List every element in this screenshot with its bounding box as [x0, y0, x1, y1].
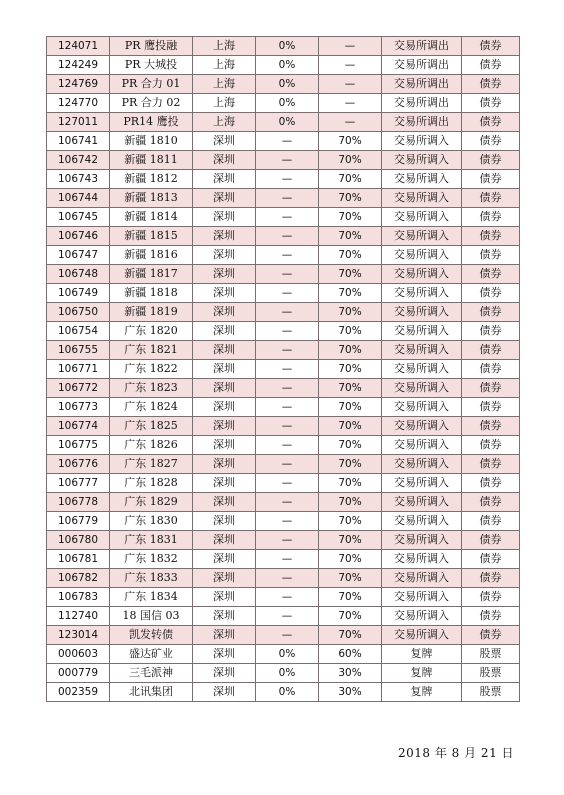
ratio-after-cell: 70%	[319, 493, 382, 512]
ratio-before-cell: —	[256, 189, 319, 208]
ratio-before-cell: —	[256, 436, 319, 455]
exchange-cell: 深圳	[193, 436, 256, 455]
name-cell: PR 合力 01	[110, 75, 193, 94]
code-cell: 106755	[47, 341, 110, 360]
ratio-after-cell: 70%	[319, 626, 382, 645]
exchange-cell: 深圳	[193, 417, 256, 436]
action-cell: 交易所调入	[382, 417, 462, 436]
ratio-after-cell: 70%	[319, 569, 382, 588]
type-cell: 股票	[462, 683, 520, 702]
action-cell: 交易所调出	[382, 37, 462, 56]
ratio-before-cell: —	[256, 227, 319, 246]
ratio-before-cell: 0%	[256, 75, 319, 94]
exchange-cell: 深圳	[193, 132, 256, 151]
name-cell: 广东 1829	[110, 493, 193, 512]
exchange-cell: 深圳	[193, 531, 256, 550]
ratio-before-cell: 0%	[256, 56, 319, 75]
ratio-after-cell: 30%	[319, 664, 382, 683]
table-row	[47, 474, 520, 493]
type-cell: 债券	[462, 303, 520, 322]
ratio-after-cell: 70%	[319, 132, 382, 151]
exchange-cell: 深圳	[193, 455, 256, 474]
name-cell: 广东 1831	[110, 531, 193, 550]
securities-table	[46, 36, 520, 702]
exchange-cell: 深圳	[193, 645, 256, 664]
table-row	[47, 493, 520, 512]
table-row	[47, 512, 520, 531]
code-cell: 106777	[47, 474, 110, 493]
ratio-after-cell: 70%	[319, 550, 382, 569]
type-cell: 债券	[462, 550, 520, 569]
ratio-after-cell: 70%	[319, 455, 382, 474]
ratio-before-cell: —	[256, 170, 319, 189]
action-cell: 交易所调入	[382, 493, 462, 512]
type-cell: 债券	[462, 227, 520, 246]
action-cell: 复牌	[382, 683, 462, 702]
ratio-before-cell: —	[256, 417, 319, 436]
ratio-before-cell: —	[256, 322, 319, 341]
action-cell: 交易所调入	[382, 189, 462, 208]
code-cell: 127011	[47, 113, 110, 132]
table-row	[47, 246, 520, 265]
code-cell: 106781	[47, 550, 110, 569]
type-cell: 债券	[462, 208, 520, 227]
code-cell: 106782	[47, 569, 110, 588]
type-cell: 债券	[462, 284, 520, 303]
exchange-cell: 上海	[193, 94, 256, 113]
exchange-cell: 深圳	[193, 683, 256, 702]
name-cell: 广东 1824	[110, 398, 193, 417]
ratio-before-cell: —	[256, 303, 319, 322]
type-cell: 债券	[462, 379, 520, 398]
table-row	[47, 94, 520, 113]
code-cell: 106778	[47, 493, 110, 512]
ratio-after-cell: 70%	[319, 151, 382, 170]
ratio-after-cell: —	[319, 113, 382, 132]
action-cell: 交易所调出	[382, 56, 462, 75]
action-cell: 复牌	[382, 645, 462, 664]
code-cell: 124249	[47, 56, 110, 75]
name-cell: 盛达矿业	[110, 645, 193, 664]
name-cell: 新疆 1819	[110, 303, 193, 322]
type-cell: 债券	[462, 474, 520, 493]
code-cell: 106743	[47, 170, 110, 189]
table-row	[47, 360, 520, 379]
action-cell: 交易所调入	[382, 569, 462, 588]
code-cell: 106741	[47, 132, 110, 151]
table-row	[47, 607, 520, 626]
exchange-cell: 深圳	[193, 607, 256, 626]
action-cell: 交易所调入	[382, 151, 462, 170]
exchange-cell: 深圳	[193, 227, 256, 246]
table-row	[47, 208, 520, 227]
code-cell: 000779	[47, 664, 110, 683]
action-cell: 交易所调入	[382, 455, 462, 474]
table-row	[47, 569, 520, 588]
ratio-after-cell: 70%	[319, 512, 382, 531]
name-cell: 广东 1822	[110, 360, 193, 379]
table-row	[47, 56, 520, 75]
table-row	[47, 455, 520, 474]
exchange-cell: 深圳	[193, 322, 256, 341]
type-cell: 债券	[462, 170, 520, 189]
exchange-cell: 深圳	[193, 474, 256, 493]
code-cell: 106775	[47, 436, 110, 455]
exchange-cell: 深圳	[193, 550, 256, 569]
type-cell: 债券	[462, 189, 520, 208]
name-cell: 广东 1832	[110, 550, 193, 569]
table-row	[47, 341, 520, 360]
ratio-before-cell: —	[256, 493, 319, 512]
name-cell: 广东 1827	[110, 455, 193, 474]
code-cell: 123014	[47, 626, 110, 645]
name-cell: 新疆 1815	[110, 227, 193, 246]
code-cell: 106771	[47, 360, 110, 379]
exchange-cell: 深圳	[193, 208, 256, 227]
code-cell: 124770	[47, 94, 110, 113]
name-cell: 广东 1830	[110, 512, 193, 531]
name-cell: 北讯集团	[110, 683, 193, 702]
type-cell: 债券	[462, 569, 520, 588]
action-cell: 交易所调出	[382, 94, 462, 113]
type-cell: 债券	[462, 151, 520, 170]
table-row	[47, 265, 520, 284]
ratio-before-cell: —	[256, 151, 319, 170]
ratio-after-cell: 70%	[319, 322, 382, 341]
table-row	[47, 170, 520, 189]
action-cell: 交易所调入	[382, 360, 462, 379]
table-row	[47, 189, 520, 208]
ratio-before-cell: —	[256, 208, 319, 227]
exchange-cell: 深圳	[193, 626, 256, 645]
ratio-after-cell: 70%	[319, 417, 382, 436]
document-date: 2018 年 8 月 21 日	[398, 746, 515, 760]
code-cell: 000603	[47, 645, 110, 664]
ratio-after-cell: 70%	[319, 284, 382, 303]
code-cell: 106744	[47, 189, 110, 208]
ratio-after-cell: 70%	[319, 265, 382, 284]
name-cell: PR 大城投	[110, 56, 193, 75]
ratio-before-cell: —	[256, 512, 319, 531]
ratio-before-cell: —	[256, 550, 319, 569]
action-cell: 交易所调入	[382, 512, 462, 531]
ratio-after-cell: —	[319, 56, 382, 75]
ratio-before-cell: —	[256, 607, 319, 626]
ratio-before-cell: —	[256, 341, 319, 360]
ratio-after-cell: 70%	[319, 379, 382, 398]
exchange-cell: 深圳	[193, 360, 256, 379]
action-cell: 交易所调出	[382, 75, 462, 94]
exchange-cell: 深圳	[193, 303, 256, 322]
action-cell: 交易所调入	[382, 379, 462, 398]
code-cell: 106779	[47, 512, 110, 531]
code-cell: 112740	[47, 607, 110, 626]
table-row	[47, 303, 520, 322]
name-cell: 三毛派神	[110, 664, 193, 683]
ratio-after-cell: 70%	[319, 531, 382, 550]
name-cell: 广东 1825	[110, 417, 193, 436]
exchange-cell: 深圳	[193, 493, 256, 512]
ratio-after-cell: 70%	[319, 303, 382, 322]
action-cell: 交易所调入	[382, 531, 462, 550]
type-cell: 债券	[462, 436, 520, 455]
action-cell: 交易所调出	[382, 113, 462, 132]
table-row	[47, 626, 520, 645]
exchange-cell: 深圳	[193, 379, 256, 398]
code-cell: 106750	[47, 303, 110, 322]
exchange-cell: 深圳	[193, 246, 256, 265]
name-cell: PR 鹰投融	[110, 37, 193, 56]
name-cell: 新疆 1813	[110, 189, 193, 208]
ratio-after-cell: 70%	[319, 189, 382, 208]
table-row	[47, 664, 520, 683]
name-cell: 新疆 1811	[110, 151, 193, 170]
ratio-before-cell: 0%	[256, 645, 319, 664]
table-row	[47, 683, 520, 702]
name-cell: 广东 1823	[110, 379, 193, 398]
action-cell: 交易所调入	[382, 436, 462, 455]
code-cell: 106783	[47, 588, 110, 607]
exchange-cell: 深圳	[193, 151, 256, 170]
exchange-cell: 上海	[193, 56, 256, 75]
ratio-after-cell: 60%	[319, 645, 382, 664]
exchange-cell: 深圳	[193, 588, 256, 607]
exchange-cell: 上海	[193, 37, 256, 56]
ratio-before-cell: 0%	[256, 37, 319, 56]
ratio-before-cell: 0%	[256, 683, 319, 702]
code-cell: 106746	[47, 227, 110, 246]
type-cell: 债券	[462, 322, 520, 341]
ratio-before-cell: —	[256, 360, 319, 379]
ratio-after-cell: 70%	[319, 474, 382, 493]
name-cell: 新疆 1816	[110, 246, 193, 265]
ratio-after-cell: 70%	[319, 227, 382, 246]
type-cell: 债券	[462, 455, 520, 474]
name-cell: 新疆 1817	[110, 265, 193, 284]
type-cell: 债券	[462, 56, 520, 75]
action-cell: 复牌	[382, 664, 462, 683]
ratio-before-cell: —	[256, 531, 319, 550]
exchange-cell: 深圳	[193, 284, 256, 303]
ratio-before-cell: 0%	[256, 664, 319, 683]
code-cell: 106772	[47, 379, 110, 398]
ratio-before-cell: —	[256, 569, 319, 588]
action-cell: 交易所调入	[382, 341, 462, 360]
exchange-cell: 深圳	[193, 170, 256, 189]
exchange-cell: 深圳	[193, 341, 256, 360]
type-cell: 债券	[462, 417, 520, 436]
name-cell: 广东 1826	[110, 436, 193, 455]
ratio-after-cell: 30%	[319, 683, 382, 702]
name-cell: 新疆 1810	[110, 132, 193, 151]
ratio-after-cell: —	[319, 75, 382, 94]
table-row	[47, 379, 520, 398]
type-cell: 债券	[462, 607, 520, 626]
table-row	[47, 398, 520, 417]
type-cell: 债券	[462, 588, 520, 607]
type-cell: 股票	[462, 664, 520, 683]
exchange-cell: 深圳	[193, 569, 256, 588]
code-cell: 124769	[47, 75, 110, 94]
ratio-before-cell: —	[256, 626, 319, 645]
table-row	[47, 550, 520, 569]
code-cell: 106742	[47, 151, 110, 170]
action-cell: 交易所调入	[382, 474, 462, 493]
table-row	[47, 322, 520, 341]
name-cell: 18 国信 03	[110, 607, 193, 626]
action-cell: 交易所调入	[382, 588, 462, 607]
ratio-before-cell: —	[256, 398, 319, 417]
name-cell: 广东 1820	[110, 322, 193, 341]
ratio-before-cell: 0%	[256, 113, 319, 132]
code-cell: 106749	[47, 284, 110, 303]
type-cell: 债券	[462, 37, 520, 56]
table-row	[47, 132, 520, 151]
exchange-cell: 深圳	[193, 512, 256, 531]
table-row	[47, 417, 520, 436]
action-cell: 交易所调入	[382, 265, 462, 284]
type-cell: 债券	[462, 493, 520, 512]
exchange-cell: 深圳	[193, 664, 256, 683]
action-cell: 交易所调入	[382, 208, 462, 227]
action-cell: 交易所调入	[382, 303, 462, 322]
type-cell: 债券	[462, 113, 520, 132]
table-body	[47, 37, 520, 702]
ratio-after-cell: —	[319, 37, 382, 56]
ratio-after-cell: 70%	[319, 360, 382, 379]
name-cell: PR 合力 02	[110, 94, 193, 113]
ratio-before-cell: 0%	[256, 94, 319, 113]
ratio-after-cell: 70%	[319, 436, 382, 455]
code-cell: 106780	[47, 531, 110, 550]
table-row	[47, 75, 520, 94]
table-row	[47, 588, 520, 607]
ratio-after-cell: 70%	[319, 588, 382, 607]
type-cell: 债券	[462, 531, 520, 550]
ratio-after-cell: —	[319, 94, 382, 113]
code-cell: 106748	[47, 265, 110, 284]
ratio-before-cell: —	[256, 132, 319, 151]
action-cell: 交易所调入	[382, 607, 462, 626]
name-cell: 新疆 1812	[110, 170, 193, 189]
ratio-before-cell: —	[256, 246, 319, 265]
code-cell: 106774	[47, 417, 110, 436]
ratio-after-cell: 70%	[319, 341, 382, 360]
type-cell: 债券	[462, 132, 520, 151]
type-cell: 债券	[462, 360, 520, 379]
table-row	[47, 151, 520, 170]
name-cell: 广东 1833	[110, 569, 193, 588]
action-cell: 交易所调入	[382, 246, 462, 265]
exchange-cell: 上海	[193, 113, 256, 132]
action-cell: 交易所调入	[382, 132, 462, 151]
ratio-after-cell: 70%	[319, 208, 382, 227]
ratio-before-cell: —	[256, 379, 319, 398]
table-row	[47, 113, 520, 132]
code-cell: 106773	[47, 398, 110, 417]
name-cell: 广东 1821	[110, 341, 193, 360]
name-cell: 广东 1828	[110, 474, 193, 493]
ratio-after-cell: 70%	[319, 170, 382, 189]
table-row	[47, 37, 520, 56]
table-row	[47, 531, 520, 550]
code-cell: 106745	[47, 208, 110, 227]
ratio-before-cell: —	[256, 455, 319, 474]
ratio-before-cell: —	[256, 284, 319, 303]
ratio-after-cell: 70%	[319, 607, 382, 626]
type-cell: 债券	[462, 626, 520, 645]
ratio-before-cell: —	[256, 265, 319, 284]
type-cell: 债券	[462, 512, 520, 531]
type-cell: 债券	[462, 75, 520, 94]
table-row	[47, 436, 520, 455]
action-cell: 交易所调入	[382, 322, 462, 341]
code-cell: 002359	[47, 683, 110, 702]
type-cell: 债券	[462, 265, 520, 284]
action-cell: 交易所调入	[382, 550, 462, 569]
action-cell: 交易所调入	[382, 626, 462, 645]
ratio-before-cell: —	[256, 588, 319, 607]
type-cell: 债券	[462, 398, 520, 417]
table-row	[47, 227, 520, 246]
name-cell: 凯发转债	[110, 626, 193, 645]
ratio-after-cell: 70%	[319, 246, 382, 265]
type-cell: 债券	[462, 94, 520, 113]
action-cell: 交易所调入	[382, 398, 462, 417]
type-cell: 股票	[462, 645, 520, 664]
action-cell: 交易所调入	[382, 227, 462, 246]
code-cell: 106754	[47, 322, 110, 341]
exchange-cell: 深圳	[193, 398, 256, 417]
exchange-cell: 深圳	[193, 265, 256, 284]
name-cell: 新疆 1818	[110, 284, 193, 303]
name-cell: 新疆 1814	[110, 208, 193, 227]
exchange-cell: 上海	[193, 75, 256, 94]
table-row	[47, 645, 520, 664]
action-cell: 交易所调入	[382, 170, 462, 189]
name-cell: PR14 鹰投	[110, 113, 193, 132]
code-cell: 106747	[47, 246, 110, 265]
type-cell: 债券	[462, 341, 520, 360]
ratio-before-cell: —	[256, 474, 319, 493]
code-cell: 106776	[47, 455, 110, 474]
exchange-cell: 深圳	[193, 189, 256, 208]
name-cell: 广东 1834	[110, 588, 193, 607]
type-cell: 债券	[462, 246, 520, 265]
action-cell: 交易所调入	[382, 284, 462, 303]
table-row	[47, 284, 520, 303]
ratio-after-cell: 70%	[319, 398, 382, 417]
code-cell: 124071	[47, 37, 110, 56]
